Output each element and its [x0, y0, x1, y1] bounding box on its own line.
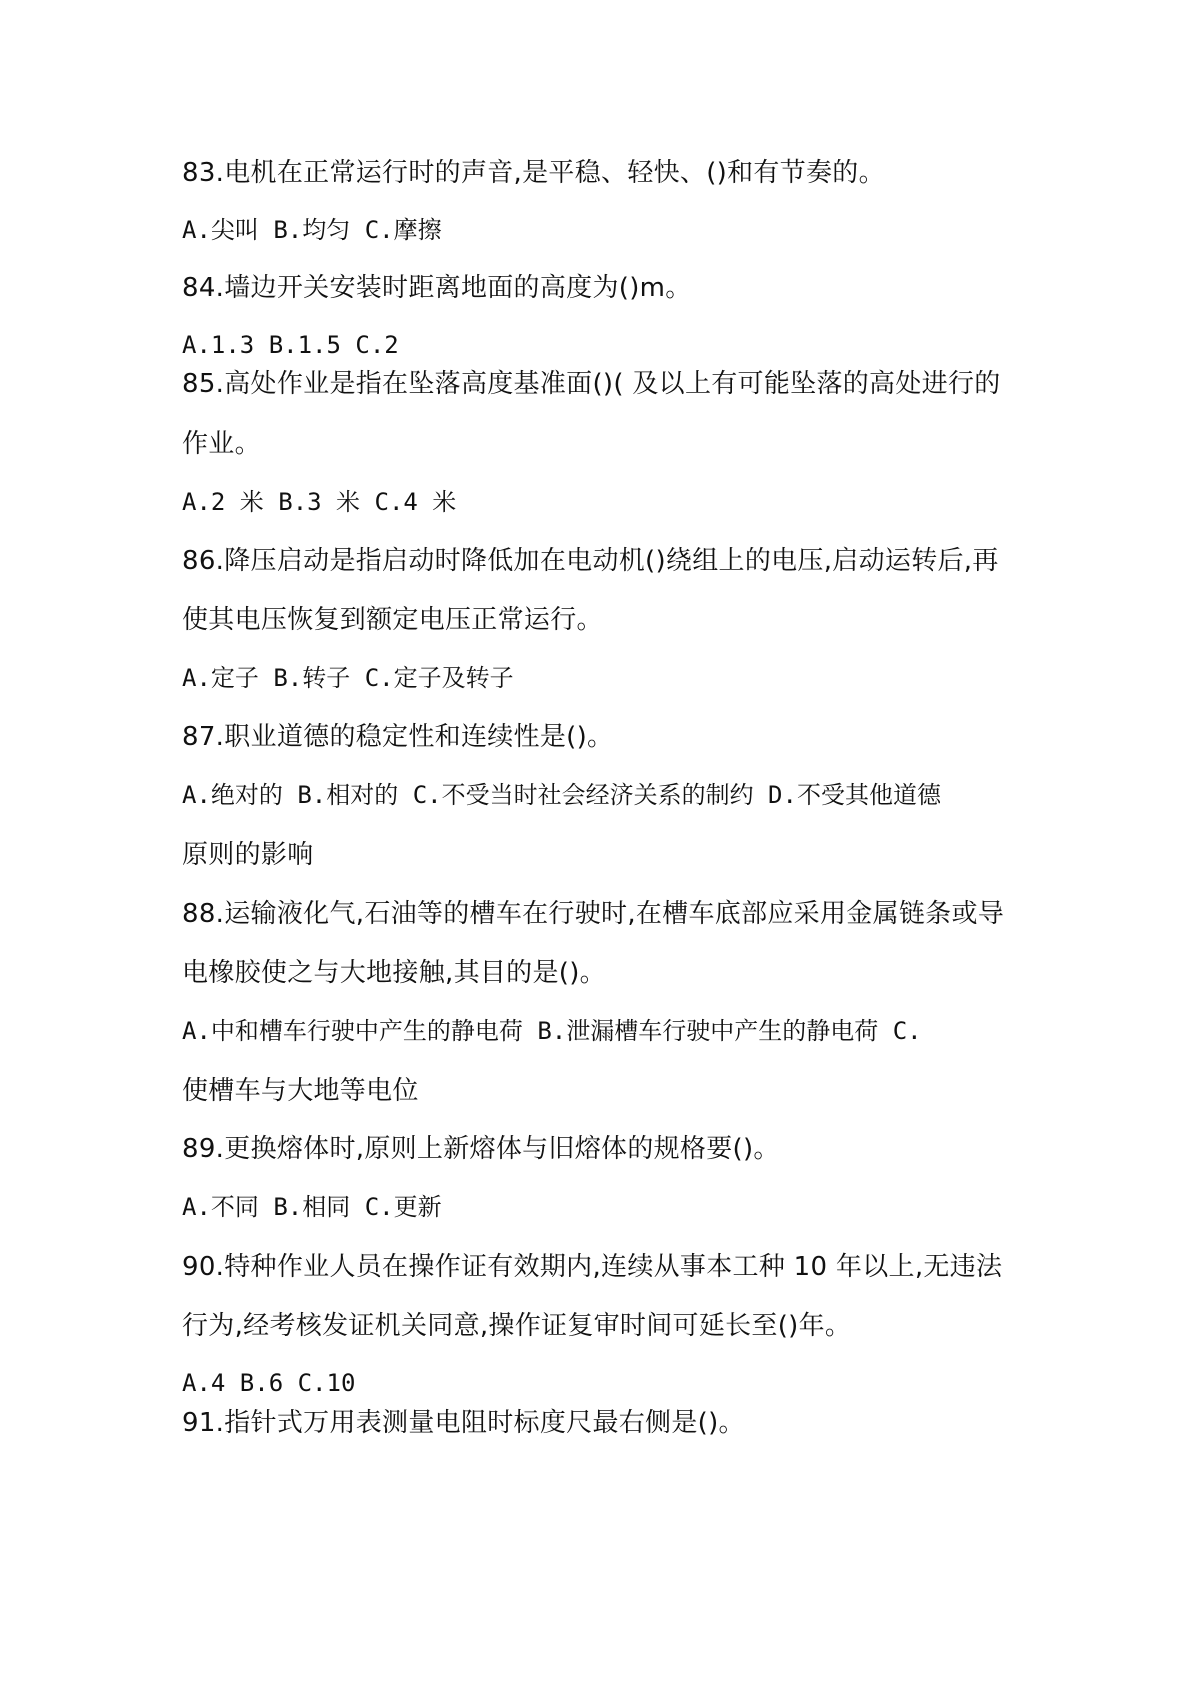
question-91-text: 91.指针式万用表测量电阻时标度尺最右侧是()。	[182, 1408, 745, 1438]
question-88-text-cont: 电橡胶使之与大地接触,其目的是()。	[182, 958, 606, 988]
question-89-text: 89.更换熔体时,原则上新熔体与旧熔体的规格要()。	[182, 1134, 780, 1164]
question-88-options: A.中和槽车行驶中产生的静电荷 B.泄漏槽车行驶中产生的静电荷 C.	[182, 1017, 922, 1045]
question-85-options: A.2 米 B.3 米 C.4 米	[182, 488, 457, 516]
question-86-text: 86.降压启动是指启动时降低加在电动机()绕组上的电压,启动运转后,再	[182, 546, 999, 576]
question-84-options: A.1.3 B.1.5 C.2	[182, 331, 399, 359]
question-86-options: A.定子 B.转子 C.定子及转子	[182, 664, 514, 692]
question-85-text-cont: 作业。	[182, 429, 261, 459]
question-88-text: 88.运输液化气,石油等的槽车在行驶时,在槽车底部应采用金属链条或导	[182, 899, 1005, 929]
question-90-text: 90.特种作业人员在操作证有效期内,连续从事本工种 10 年以上,无违法	[182, 1252, 1003, 1282]
question-90-options: A.4 B.6 C.10	[182, 1369, 356, 1397]
question-84-text: 84.墙边开关安装时距离地面的高度为()m。	[182, 273, 692, 303]
question-89-options: A.不同 B.相同 C.更新	[182, 1193, 442, 1221]
question-83-options: A.尖叫 B.均匀 C.摩擦	[182, 216, 442, 244]
question-83-text: 83.电机在正常运行时的声音,是平稳、轻快、()和有节奏的。	[182, 158, 885, 188]
question-85-text: 85.高处作业是指在坠落高度基准面()( 及以上有可能坠落的高处进行的	[182, 369, 1001, 399]
question-87-text: 87.职业道德的稳定性和连续性是()。	[182, 722, 614, 752]
question-86-text-cont: 使其电压恢复到额定电压正常运行。	[182, 605, 603, 635]
question-87-options-cont: 原则的影响	[182, 840, 314, 870]
question-90-text-cont: 行为,经考核发证机关同意,操作证复审时间可延长至()年。	[182, 1311, 852, 1341]
question-88-options-cont: 使槽车与大地等电位	[182, 1076, 419, 1106]
question-87-options: A.绝对的 B.相对的 C.不受当时社会经济关系的制约 D.不受其他道德	[182, 781, 941, 809]
